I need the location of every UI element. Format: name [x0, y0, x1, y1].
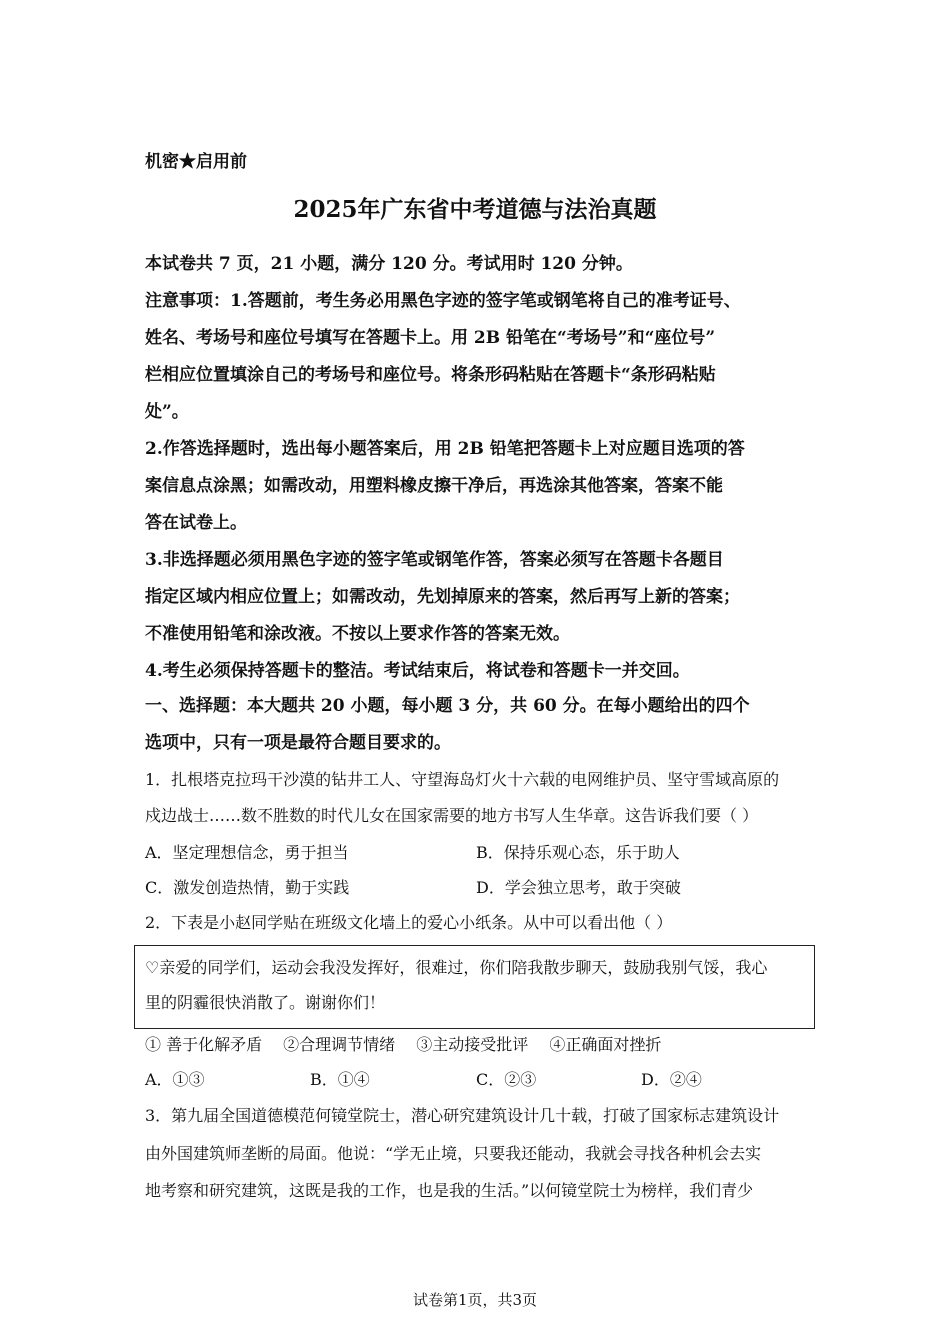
love-note-line: 里的阴霾很快消散了。谢谢你们！ — [145, 993, 386, 1012]
q1-option-a[interactable]: A．坚定理想信念，勇于担当 — [145, 843, 349, 862]
page-title: 2025年广东省中考道德与法治真题 — [293, 196, 657, 223]
notes-line: 注意事项：1.答题前，考生务必用黑色字迹的签字笔或钢笔将自己的准考证号、 — [145, 291, 741, 311]
notes-line: 4.考生必须保持答题卡的整洁。考试结束后，将试卷和答题卡一并交回。 — [145, 661, 690, 681]
q2-option-b[interactable]: B．①④ — [310, 1070, 370, 1089]
exam-summary: 本试卷共 7 页，21 小题，满分 120 分。考试用时 120 分钟。 — [145, 254, 633, 274]
q2-option-a[interactable]: A．①③ — [145, 1070, 205, 1089]
confidential-label: 机密★启用前 — [145, 152, 247, 172]
q1-option-b[interactable]: B．保持乐观心态，乐于助人 — [476, 843, 680, 862]
love-note-box — [134, 945, 815, 1029]
notes-line: 答在试卷上。 — [145, 513, 247, 533]
q2-stem: 2．下表是小赵同学贴在班级文化墙上的爱心小纸条。从中可以看出他（ ） — [145, 913, 673, 932]
q2-option-c[interactable]: C．②③ — [476, 1070, 537, 1089]
notes-line: 栏相应位置填涂自己的考场号和座位号。将条形码粘贴在答题卡“条形码粘贴 — [145, 365, 716, 385]
notes-line: 2.作答选择题时，选出每小题答案后，用 2B 铅笔把答题卡上对应题目选项的答 — [145, 439, 745, 459]
q3-stem: 3．第九届全国道德模范何镜堂院士，潜心研究建筑设计几十载，打破了国家标志建筑设计 — [145, 1106, 780, 1125]
notes-line: 3.非选择题必须用黑色字迹的签字笔或钢笔作答，答案必须写在答题卡各题目 — [145, 550, 724, 570]
q3-stem: 地考察和研究建筑，这既是我的工作，也是我的生活。”以何镜堂院士为榜样，我们青少 — [145, 1181, 754, 1200]
notes-line: 姓名、考场号和座位号填写在答题卡上。用 2B 铅笔在“考场号”和“座位号” — [145, 328, 716, 348]
q1-option-d[interactable]: D．学会独立思考，敢于突破 — [476, 878, 681, 897]
q2-option-d[interactable]: D．②④ — [641, 1070, 702, 1089]
q2-statements: ① 善于化解矛盾 ②合理调节情绪 ③主动接受批评 ④正确面对挫折 — [145, 1035, 662, 1054]
section-heading: 一、选择题：本大题共 20 小题，每小题 3 分，共 60 分。在每小题给出的四个 — [145, 696, 750, 716]
q1-stem: 戍边战士……数不胜数的时代儿女在国家需要的地方书写人生华章。这告诉我们要（ ） — [145, 806, 759, 825]
notes-line: 处”。 — [145, 402, 189, 422]
q1-stem: 1．扎根塔克拉玛干沙漠的钻井工人、守望海岛灯火十六载的电网维护员、坚守雪域高原的 — [145, 770, 780, 789]
notes-line: 指定区域内相应位置上；如需改动，先划掉原来的答案，然后再写上新的答案； — [145, 587, 740, 607]
love-note-line: ♡亲爱的同学们，运动会我没发挥好，很难过，你们陪我散步聊天，鼓励我别气馁，我心 — [145, 958, 768, 977]
notes-line: 案信息点涂黑；如需改动，用塑料橡皮擦干净后，再选涂其他答案，答案不能 — [145, 476, 723, 496]
page-footer: 试卷第1页，共3页 — [412, 1291, 538, 1309]
q3-stem: 由外国建筑师垄断的局面。他说：“学无止境，只要我还能动，我就会寻找各种机会去实 — [145, 1144, 762, 1163]
q1-option-c[interactable]: C．激发创造热情，勤于实践 — [145, 878, 350, 897]
section-heading: 选项中，只有一项是最符合题目要求的。 — [145, 733, 451, 753]
notes-line: 不准使用铅笔和涂改液。不按以上要求作答的答案无效。 — [145, 624, 570, 644]
